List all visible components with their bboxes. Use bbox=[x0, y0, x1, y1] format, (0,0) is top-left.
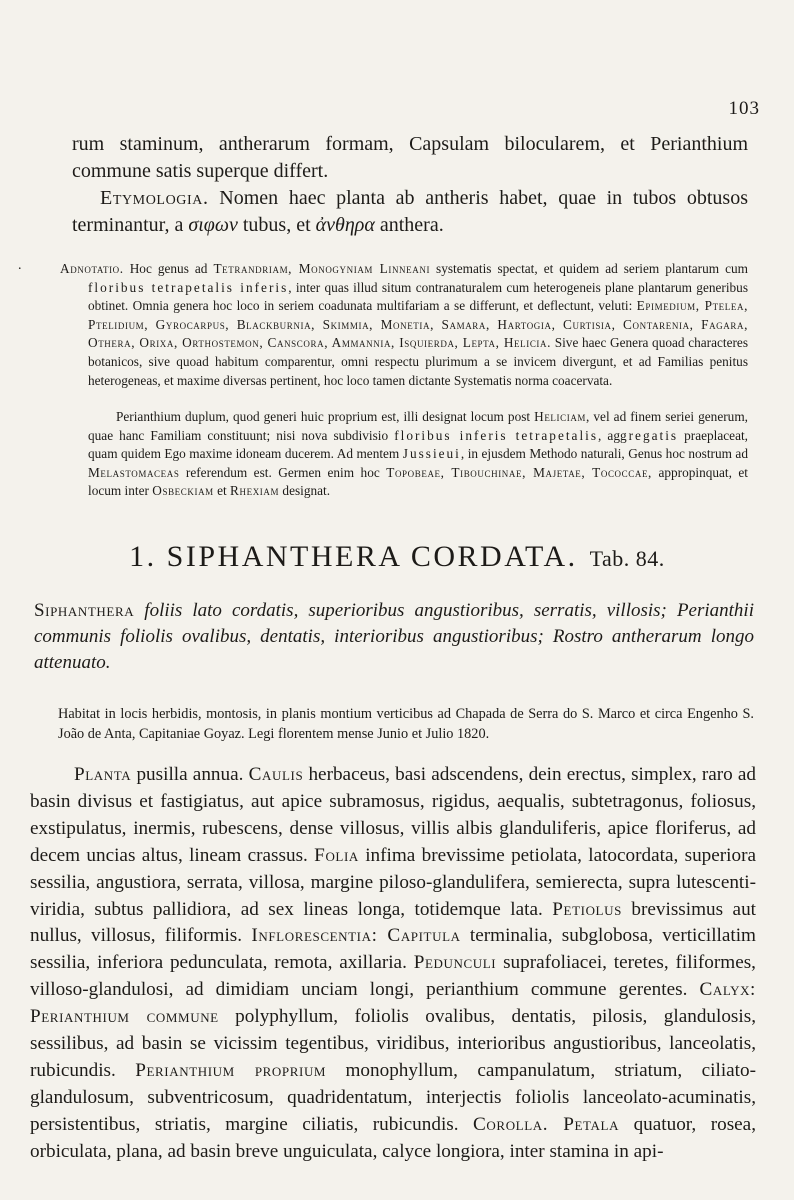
description-text: brevissimus aut nullus, villosus, filiformis. bbox=[30, 898, 757, 947]
annotation-text: Sive haec Genera quoad characteres botanicos, sive quoad habitum comparentur, omni respectu plurimum a se invicem divergunt, et ad Familias penitus heterogeneas, et maxime diversas pertinent, hoc loco tamen dictante Systematis norma coacervata. bbox=[88, 335, 748, 388]
description-text: herbaceus, basi adscendens, dein erectus, simplex, raro ad basin divisus et fastigiatus, aut apice subramosus, rigidus, aequalis, subtetragonus, foliosus, exstipulatus, inermis, rubescens, dense villosus, villis albis glanduliferis, apice floriferus, ad decem uncias altus, lineam crassus. bbox=[30, 764, 756, 866]
annotation-label: Adnotatio. bbox=[60, 261, 124, 276]
annotation-paragraph-2 bbox=[88, 408, 748, 501]
diagnosis-text: foliis lato cordatis, superioribus angustioribus, serratis, villosis; Perianthii communis foliolis ovalibus, dentatis, interioribus angustioribus; Rostro antherarum longo attenuato. bbox=[34, 600, 754, 673]
annotation-text: systematis spectat, et quidem ad seriem plantarum cum bbox=[430, 261, 748, 276]
annotation-genera: Epimedium, Ptelea, Ptelidium, Gyrocarpus, Blackburnia, Skimmia, Monetia, Samara, Hartogia, Curtisia, Contarenia, Fagara, Othera, Orixa, Orthostemon, Canscora, Ammannia, Isquierda, Lepta, Helicia. bbox=[88, 298, 749, 351]
description-label: Calyx: Perianthium commune bbox=[30, 979, 756, 1028]
annotation-text: designat. bbox=[279, 483, 331, 499]
description-text: monophyllum, campanulatum, striatum, ciliato-glandulosum, subventricosum, quadridentatum, interjectis foliolis lanceolato-acuminatis, persistentibus, striatis, margine ciliatis, rubicundis. bbox=[30, 1059, 756, 1135]
description-paragraph bbox=[30, 762, 756, 1166]
annotation-term: Melastomaceas bbox=[88, 464, 180, 480]
etymology-paragraph bbox=[72, 185, 748, 239]
annotation-text: referendum est. Germen enim hoc bbox=[179, 464, 387, 480]
annotation-term: Heliciam bbox=[534, 409, 587, 424]
annotation-text: , ag bbox=[598, 427, 620, 443]
description-label: Corolla. Petala bbox=[473, 1113, 620, 1135]
etymology-text: Nomen haec planta ab antheris habet, quae in tubos obtusos terminantur, a bbox=[72, 187, 748, 236]
species-title: SIPHANTHERA CORDATA. bbox=[166, 540, 578, 573]
annotation-paragraph bbox=[60, 260, 748, 390]
annotation-term: Osbeckiam bbox=[152, 483, 214, 499]
annotation-text: praeplaceat, quam quidem Ego maxime idoneam ducerem. Ad mentem bbox=[88, 427, 748, 462]
etymology-text: tubus, et bbox=[237, 214, 316, 236]
species-number: 1. bbox=[129, 540, 157, 573]
species-heading bbox=[0, 540, 794, 574]
description-text: pusilla annua. bbox=[131, 764, 249, 785]
annotation-genera: Topobeae, Tibouchinae, Majetae, Tococcae, bbox=[386, 464, 652, 480]
annotation-spaced: floribus tetrapetalis inferis bbox=[88, 279, 289, 295]
description-text: infima brevissime petiolata, latocordata, superiora sessilia, angustiora, serrata, villosa, margine piloso-glandulifera, semierecta, supra lutescenti-viridia, subtus pallidiora, ad sex lineas longa, totidemque lata. bbox=[30, 844, 756, 920]
annotation-spaced: floribus inferis tetrapetalis bbox=[394, 427, 599, 443]
etymology-text: anthera. bbox=[374, 214, 444, 236]
description-label: Perianthium proprium bbox=[135, 1059, 327, 1081]
description-label: Inflorescentia: Capitula bbox=[251, 925, 461, 947]
habitat-paragraph: Habitat in locis herbidis, montosis, in planis montium verticibus ad Chapada de Serra do S. Marco et circa Engenho S. João de Anta, Capitaniae Goyaz. Legi florentem mense Junio et Julio 1820. bbox=[58, 706, 754, 742]
annotation-text: , inter quas illud situm contranaturalem cum heterogeneis plane plantarum generibus obtinet. Omnia genera hoc loco in seriem coadunata multifariam a se differunt, et deflectunt, veluti: bbox=[88, 279, 749, 314]
annotation-text: , vel ad finem seriei generum, quae hanc Familiam constituunt; nisi nova subdivisio bbox=[88, 409, 748, 443]
annotation-text: Hoc genus ad bbox=[123, 261, 214, 276]
etymology-label: Etymologia. bbox=[100, 187, 209, 209]
description-label: Pedunculi bbox=[413, 952, 497, 974]
page-number: 103 bbox=[728, 98, 760, 119]
annotation-text: appropinquat, et locum inter bbox=[88, 464, 748, 499]
description-label: Planta bbox=[74, 764, 132, 785]
description-label: Caulis bbox=[248, 764, 304, 785]
plate-reference: Tab. 84. bbox=[589, 546, 665, 571]
annotation-term: Tetrandriam, Monogyniam Linneani bbox=[213, 261, 431, 276]
description-text: quatuor, rosea, orbiculata, plana, ad basin breve unguiculata, calyce longiora, inter stamina in api- bbox=[30, 1113, 756, 1162]
description-text: terminalia, subglobosa, verticillatim sessilia, inferiora pedunculata, remota, axillaria. bbox=[30, 925, 756, 974]
margin-mark: . bbox=[18, 258, 22, 273]
description-label: Petiolus bbox=[552, 898, 622, 920]
annotation-term: Rhexiam bbox=[230, 483, 280, 499]
paragraph-continuation: rum staminum, antherarum formam, Capsulam bilocularem, et Perianthium commune satis superque differt. bbox=[72, 133, 748, 182]
annotation-spaced: gregatis bbox=[619, 427, 679, 443]
greek-word: ἀνθηρα bbox=[315, 214, 375, 236]
diagnosis-genus: Siphanthera bbox=[34, 600, 135, 621]
annotation-text: Perianthium duplum, quod generi huic proprium est, illi designat locum post bbox=[116, 409, 535, 424]
greek-word: σιφων bbox=[188, 214, 238, 236]
annotation-text: et bbox=[213, 483, 231, 499]
description-text: suprafoliacei, teretes, filiformes, villoso-glandulosi, ad dimidiam unciam longi, perianthium commune gerentes. bbox=[30, 952, 756, 1001]
annotation-term: Jussieui bbox=[402, 446, 461, 462]
diagnosis-paragraph bbox=[34, 598, 754, 676]
description-text: polyphyllum, foliolis ovalibus, dentatis, pilosis, glandulosis, sessilibus, ad basin se vicissim tegentibus, viridibus, interioribus angustioribus, lanceolatis, rubicundis. bbox=[30, 1006, 756, 1081]
annotation-text: , in ejusdem Methodo naturali, Genus hoc nostrum ad bbox=[460, 446, 748, 462]
description-label: Folia bbox=[314, 844, 359, 866]
